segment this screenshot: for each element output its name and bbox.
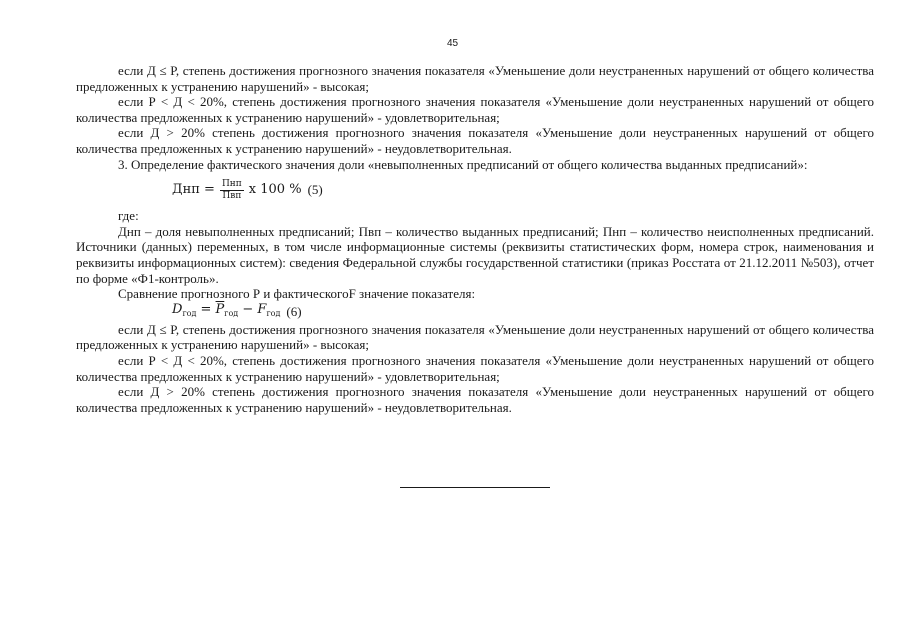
formula-5-lhs: Днп = <box>172 182 215 198</box>
formula-5-fraction <box>220 179 244 202</box>
paragraph-comparison: Сравнение прогнозного Р и фактическогоF значение показателя: <box>118 286 476 302</box>
paragraph-satisfactory-1: если Р < Д < 20%, степень достижения прогнозного значения показателя «Уменьшение доли неустраненных нарушений от общего количества предложенных к устранению нарушений» - удовлетворительная; <box>76 94 874 125</box>
formula-6-p-sub: год <box>224 308 239 318</box>
formula-6-eq: = <box>196 301 216 317</box>
formula-5-label: (5) <box>307 182 323 198</box>
page-number: 45 <box>446 38 459 49</box>
where-label: где: <box>118 208 139 224</box>
paragraph-high-2: если Д ≤ Р, степень достижения прогнозного значения показателя «Уменьшение доли неустраненных нарушений от общего количества предложенных к устранению нарушений» - высокая; <box>76 321 874 353</box>
formula-5-numerator: Пнп <box>221 178 242 189</box>
formula-6-label: (6) <box>286 303 302 319</box>
paragraph-satisfactory-2: если Р < Д < 20%, степень достижения прогнозного значения показателя «Уменьшение доли неустраненных нарушений от общего количества предложенных к устранению нарушений» - удовлетворительная; <box>76 352 874 384</box>
paragraph-definitions: Днп – доля невыполненных предписаний; Пвп – количество выданных предписаний; Пнп – количество неисполненных предписаний. Источники (данных) переменных, в том числе информационные системы (реквизиты статистических форм, номера строк, наименования и реквизиты информационных систем): сведения Федеральной службы государственной статистики (приказ Росстата от 21.12.2011 №503), отчет по форме «Ф1-контроль». <box>76 223 874 286</box>
paragraph-unsatisfactory-1: если Д > 20% степень достижения прогнозного значения показателя «Уменьшение доли неустраненных нарушений от общего количества предложенных к устранению нарушений» - неудовлетворительная. <box>76 125 874 156</box>
formula-6 <box>76 302 874 322</box>
formula-6-d: D <box>172 301 183 317</box>
formula-5-denominator: Пвп <box>222 190 242 201</box>
formula-6-f: F <box>257 301 267 317</box>
paragraph-section-3: 3. Определение фактического значения доли «невыполненных предписаний от общего количества выданных предписаний»: <box>118 156 808 172</box>
formula-6-d-sub: год <box>182 308 197 318</box>
formula-5 <box>76 172 874 208</box>
formula-6-minus: − <box>238 301 258 317</box>
paragraph-high-1: если Д ≤ Р, степень достижения прогнозного значения показателя «Уменьшение доли неустраненных нарушений от общего количества предложенных к устранению нарушений» - высокая; <box>76 63 874 94</box>
paragraph-unsatisfactory-2: если Д > 20% степень достижения прогнозного значения показателя «Уменьшение доли неустраненных нарушений от общего количества предложенных к устранению нарушений» - неудовлетворительная. <box>76 384 874 415</box>
body-text <box>76 63 874 415</box>
end-rule-divider <box>400 487 550 488</box>
formula-6-p: $\overline{P}$ <box>215 301 225 317</box>
formula-5-multiplier: х 100 % <box>248 182 302 198</box>
formula-6-expression <box>172 302 280 322</box>
formula-6-f-sub: год <box>266 308 281 318</box>
